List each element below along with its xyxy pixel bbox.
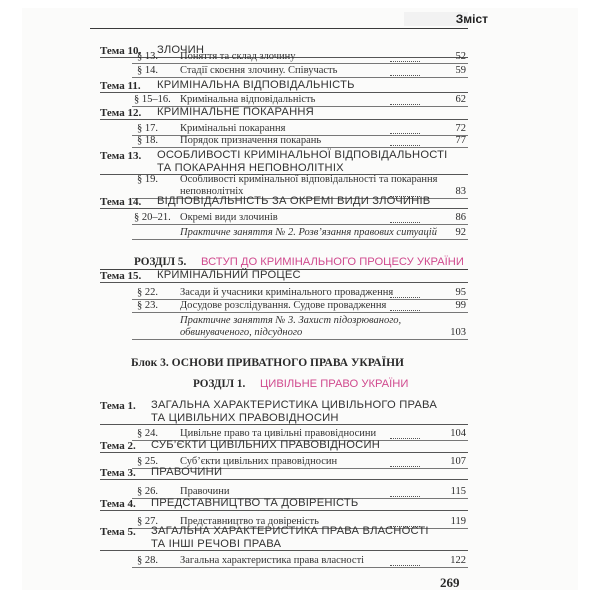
toc-section-rule: [132, 63, 468, 64]
toc-tema-rule: [100, 208, 468, 209]
toc-section-title[interactable]: Досудове розслідування. Судове провадження: [180, 300, 387, 311]
toc-section-title[interactable]: Кримінальні покарання: [180, 123, 286, 134]
toc-tema-title: ВІДПОВІДАЛЬНІСТЬ ЗА ОКРЕМІ ВИДИ ЗЛОЧИНІВ: [157, 195, 431, 207]
toc-leader-dots: [390, 104, 420, 105]
toc-page-number: 77: [455, 135, 466, 146]
toc-leader-dots: [390, 565, 420, 566]
toc-section-title-line2[interactable]: неповнолітніх: [180, 186, 244, 197]
toc-section-number: § 20–21.: [134, 212, 171, 223]
toc-leader-dots: [390, 297, 420, 298]
toc-leader-dots: [390, 310, 420, 311]
toc-page-number: 59: [455, 65, 466, 76]
toc-section-title[interactable]: Суб’єкти цивільних правовідносин: [180, 456, 338, 467]
toc-tema-title: ПРАВОЧИНИ: [151, 466, 223, 478]
toc-rozdil-label: РОЗДІЛ 5.: [134, 256, 187, 268]
toc-page-number: 122: [450, 555, 466, 566]
toc-page-number: 83: [455, 186, 466, 197]
toc-leader-dots: [390, 61, 420, 62]
toc-page-number: 52: [455, 51, 466, 62]
header-rule: [90, 28, 468, 29]
toc-section-number: § 26.: [137, 486, 158, 497]
toc-leader-dots: [390, 496, 420, 497]
toc-tema-label: Тема 11.: [100, 80, 141, 92]
toc-tema-label: Тема 12.: [100, 107, 142, 119]
toc-tema-title: ЗЛОЧИН: [157, 44, 205, 56]
toc-tema-rule: [100, 452, 468, 453]
toc-tema-title: ЗАГАЛЬНА ХАРАКТЕРИСТИКА ЦИВІЛЬНОГО ПРАВА: [151, 399, 438, 411]
toc-page-number: 107: [450, 456, 466, 467]
toc-tema-rule: [100, 424, 468, 425]
toc-section-title[interactable]: Поняття та склад злочину: [180, 51, 296, 62]
toc-tema-title: КРИМІНАЛЬНА ВІДПОВІДАЛЬНІСТЬ: [157, 79, 355, 91]
toc-section-number: § 14.: [137, 65, 158, 76]
toc-page-number: 99: [455, 300, 466, 311]
toc-leader-dots: [390, 145, 420, 146]
toc-page-number: 104: [450, 428, 466, 439]
toc-section-title[interactable]: Представництво та довіреність: [180, 516, 319, 527]
toc-tema-label: Тема 10.: [100, 45, 142, 57]
toc-page-number: 119: [450, 516, 466, 527]
toc-section-number: § 18.: [137, 135, 158, 146]
toc-rozdil-label: РОЗДІЛ 1.: [193, 378, 246, 390]
toc-leader-dots: [390, 133, 420, 134]
toc-page-number: 62: [455, 94, 466, 105]
toc-tema-title: ПРЕДСТАВНИЦТВО ТА ДОВІРЕНІСТЬ: [151, 497, 359, 509]
toc-section-number: § 25.: [137, 456, 158, 467]
toc-block-title[interactable]: Блок 3. ОСНОВИ ПРИВАТНОГО ПРАВА УКРАЇНИ: [131, 357, 404, 369]
toc-section-title[interactable]: Стадії скоєння злочину. Співучасть: [180, 65, 338, 76]
toc-tema-label: Тема 13.: [100, 150, 142, 162]
toc-tema-rule: [100, 479, 468, 480]
toc-section-rule: [132, 567, 468, 568]
toc-tema-title: ЗАГАЛЬНА ХАРАКТЕРИСТИКА ПРАВА ВЛАСНОСТІ: [151, 525, 429, 537]
toc-tema-label: Тема 3.: [100, 467, 136, 479]
toc-tema-label: Тема 1.: [100, 400, 136, 412]
toc-section-number: § 27.: [137, 516, 158, 527]
toc-tema-label: Тема 14.: [100, 196, 142, 208]
toc-tema-title: СУБ’ЄКТИ ЦИВІЛЬНИХ ПРАВОВІДНОСИН: [151, 439, 380, 451]
toc-page-number: 86: [455, 212, 466, 223]
toc-section-title[interactable]: Кримінальна відповідальність: [180, 94, 316, 105]
toc-section-title[interactable]: Порядок призначення покарань: [180, 135, 322, 146]
toc-tema-label: Тема 4.: [100, 498, 136, 510]
toc-tema-rule: [100, 119, 468, 120]
toc-practice-title[interactable]: Практичне заняття № 2. Розв’язання правових ситуацій: [180, 227, 437, 238]
toc-tema-rule: [100, 92, 468, 93]
toc-section-title[interactable]: Засади й учасники кримінального провадження: [180, 287, 394, 298]
toc-section-rule: [132, 239, 468, 240]
toc-page-number: 72: [455, 123, 466, 134]
toc-leader-dots: [390, 466, 420, 467]
page-header-title: Зміст: [455, 12, 488, 26]
toc-section-number: § 23.: [137, 300, 158, 311]
toc-tema-label: Тема 15.: [100, 270, 142, 282]
toc-tema-label: Тема 2.: [100, 440, 136, 452]
toc-practice-title-line2[interactable]: обвинуваченого, підсудного: [180, 327, 303, 338]
toc-section-title[interactable]: Окремі види злочинів: [180, 212, 278, 223]
toc-page-number: 92: [455, 227, 466, 238]
toc-section-rule: [132, 224, 468, 225]
toc-section-number: § 15–16.: [134, 94, 171, 105]
toc-section-title[interactable]: Особливості кримінальної відповідальності та покарання: [180, 174, 438, 185]
toc-tema-title: КРИМІНАЛЬНИЙ ПРОЦЕС: [157, 269, 301, 281]
toc-section-title[interactable]: Правочини: [180, 486, 230, 497]
toc-leader-dots: [390, 75, 420, 76]
toc-rozdil-title[interactable]: ЦИВІЛЬНЕ ПРАВО УКРАЇНИ: [260, 378, 409, 390]
toc-page-number: 95: [455, 287, 466, 298]
toc-section-number: § 13.: [137, 51, 158, 62]
toc-section-rule: [132, 312, 468, 313]
page-number: 269: [440, 575, 460, 590]
toc-rozdil-title[interactable]: ВСТУП ДО КРИМІНАЛЬНОГО ПРОЦЕСУ УКРАЇНИ: [201, 256, 464, 268]
toc-tema-label: Тема 5.: [100, 526, 136, 538]
toc-practice-title[interactable]: Практичне заняття № 3. Захист підозрюваного,: [180, 315, 402, 326]
toc-section-rule: [132, 77, 468, 78]
toc-tema-title: ОСОБЛИВОСТІ КРИМІНАЛЬНОЇ ВІДПОВІДАЛЬНОСТІ: [157, 149, 448, 161]
toc-leader-dots: [390, 438, 420, 439]
toc-section-title[interactable]: Загальна характеристика права власності: [180, 555, 365, 566]
toc-tema-rule: [100, 282, 468, 283]
toc-section-number: § 24.: [137, 428, 158, 439]
toc-section-title[interactable]: Цивільне право та цивільні правовідносини: [180, 428, 377, 439]
toc-page-number: 103: [450, 327, 466, 338]
toc-page-number: 115: [450, 486, 466, 497]
toc-tema-rule: [100, 550, 468, 551]
toc-section-number: § 17.: [137, 123, 158, 134]
toc-tema-title-line2: ТА ПОКАРАННЯ НЕПОВНОЛІТНІХ: [157, 162, 344, 174]
toc-tema-title-line2: ТА ЦИВІЛЬНИХ ПРАВОВІДНОСИН: [151, 412, 339, 424]
toc-section-number: § 28.: [137, 555, 158, 566]
toc-section-number: § 22.: [137, 287, 158, 298]
toc-tema-rule: [100, 510, 468, 511]
toc-section-rule: [132, 339, 468, 340]
toc-section-rule: [132, 147, 468, 148]
toc-tema-title: КРИМІНАЛЬНЕ ПОКАРАННЯ: [157, 106, 314, 118]
toc-tema-title-line2: ТА ІНШІ РЕЧОВІ ПРАВА: [151, 538, 282, 550]
toc-section-number: § 19.: [137, 174, 158, 185]
toc-leader-dots: [390, 222, 420, 223]
